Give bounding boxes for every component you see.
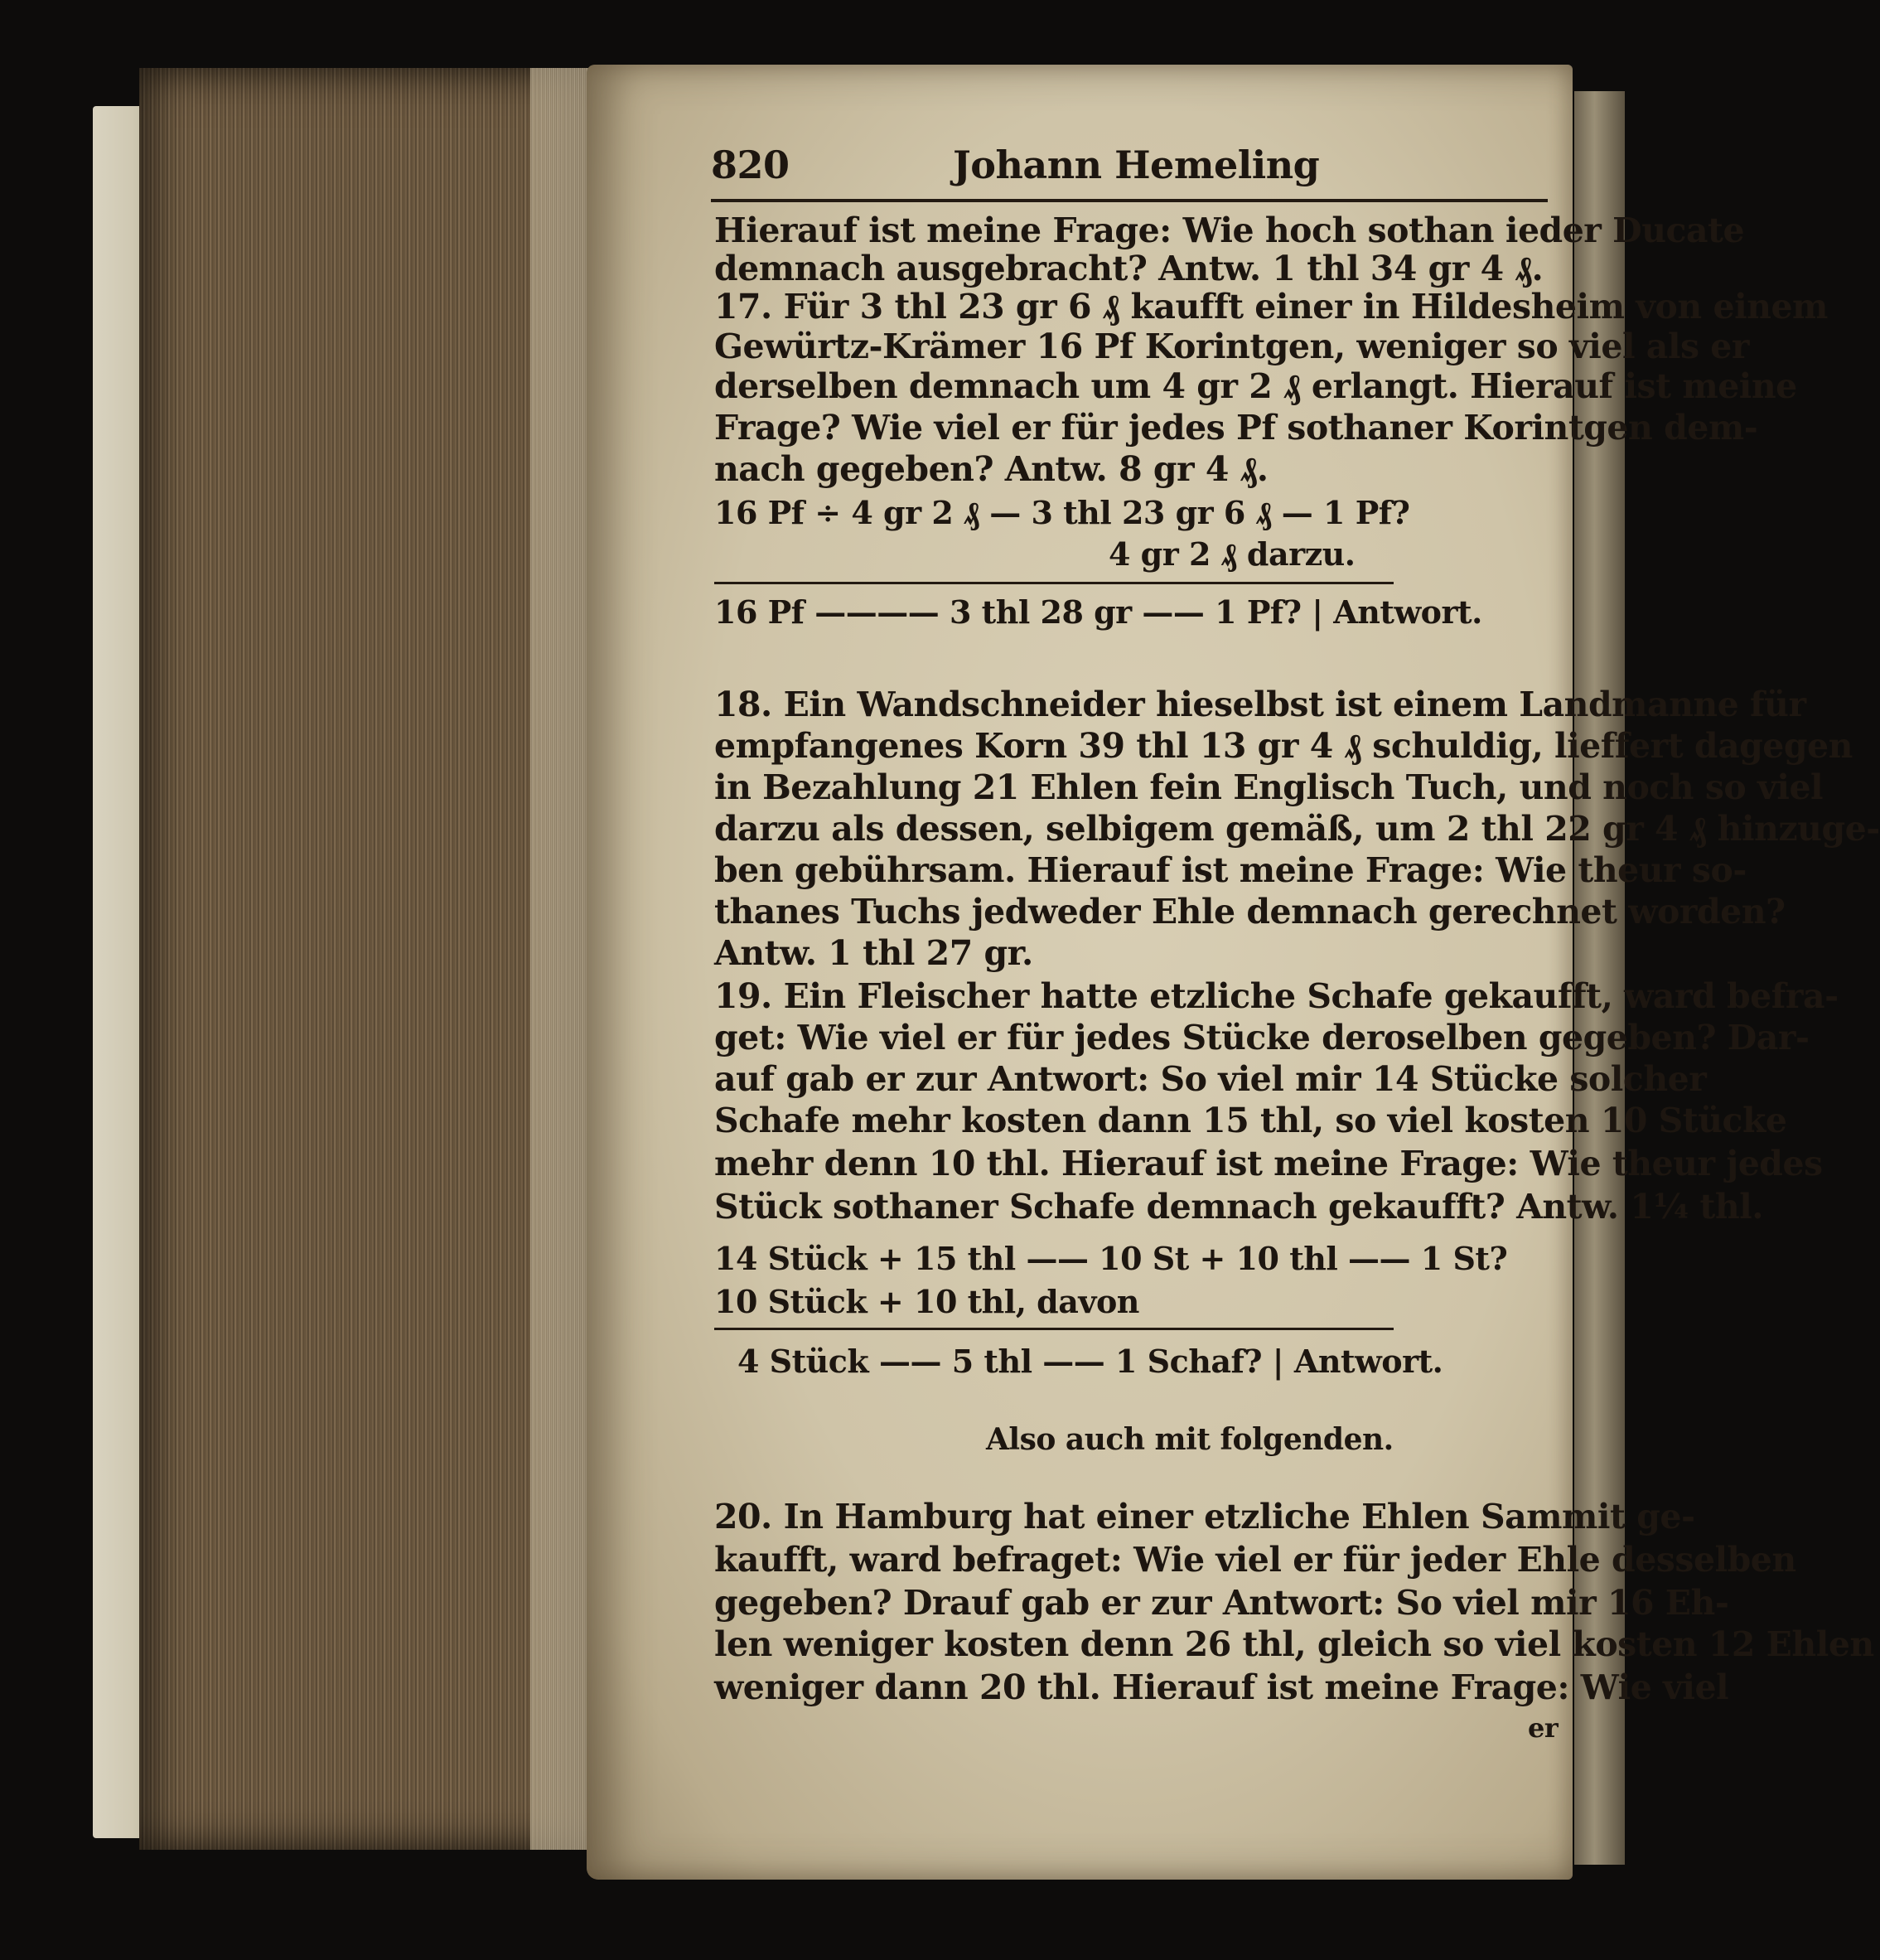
calculation-result: 4 Stück —— 5 thl —— 1 Schaf? | Antwort. <box>737 1343 1443 1380</box>
text-line: Schafe mehr kosten dann 15 thl, so viel kosten 10 Stücke <box>714 1101 1787 1140</box>
text-line: in Bezahlung 21 Ehlen fein Englisch Tuch, und noch so viel <box>714 767 1824 807</box>
text-line: empfangenes Korn 39 thl 13 gr 4 ₰ schuldig, lieffert dagegen <box>714 726 1853 766</box>
page-number: 820 <box>711 143 790 187</box>
calculation-line: 14 Stück + 15 thl —— 10 St + 10 thl —— 1 St? <box>714 1240 1508 1277</box>
text-line: demnach ausgebracht? Antw. 1 thl 34 gr 4 ₰. <box>714 249 1544 288</box>
text-line: 19. Ein Fleischer hatte etzliche Schafe gekaufft, ward befra- <box>714 976 1839 1016</box>
calculation-rule <box>714 1328 1394 1330</box>
calculation-line: 16 Pf ÷ 4 gr 2 ₰ — 3 thl 23 gr 6 ₰ — 1 Pf? <box>714 494 1410 531</box>
text-line: 20. In Hamburg hat einer etzliche Ehlen Sammit ge- <box>714 1497 1695 1537</box>
text-line: mehr denn 10 thl. Hierauf ist meine Frage: Wie theur jedes <box>714 1144 1823 1183</box>
text-line: 17. Für 3 thl 23 gr 6 ₰ kaufft einer in Hildesheim von einem <box>714 287 1828 327</box>
text-line: Frage? Wie viel er für jedes Pf sothaner Korintgen dem- <box>714 408 1758 448</box>
text-line: Stück sothaner Schafe demnach gekaufft? Antw. 1¼ thl. <box>714 1187 1764 1227</box>
calculation-rule <box>714 582 1394 584</box>
text-line: nach gegeben? Antw. 8 gr 4 ₰. <box>714 449 1269 489</box>
text-line: get: Wie viel er für jedes Stücke deroselben gegeben? Dar- <box>714 1018 1810 1057</box>
text-line: thanes Tuchs jedweder Ehle demnach gerechnet worden? <box>714 892 1786 932</box>
calculation-result: 16 Pf ———— 3 thl 28 gr —— 1 Pf? | Antwort. <box>714 593 1482 631</box>
text-line: Gewürtz-Krämer 16 Pf Korintgen, weniger so viel als er <box>714 327 1749 366</box>
text-line: 18. Ein Wandschneider hieselbst ist einem Landmanne für <box>714 685 1806 724</box>
text-line: darzu als dessen, selbigem gemäß, um 2 thl 22 gr 4 ₰ hinzuge- <box>714 809 1880 849</box>
text-line: auf gab er zur Antwort: So viel mir 14 Stücke solcher <box>714 1059 1707 1099</box>
running-title: Johann Hemeling <box>953 143 1320 187</box>
text-line: gegeben? Drauf gab er zur Antwort: So viel mir 16 Eh- <box>714 1583 1729 1623</box>
text-line: Hierauf ist meine Frage: Wie hoch sothan ieder Ducate <box>714 211 1745 250</box>
calculation-line: 10 Stück + 10 thl, davon <box>714 1283 1139 1320</box>
header-rule <box>711 199 1548 202</box>
text-line: derselben demnach um 4 gr 2 ₰ erlangt. Hierauf ist meine <box>714 366 1797 406</box>
catchword: er <box>1528 1712 1559 1744</box>
text-line: len weniger kosten denn 26 thl, gleich so viel kosten 12 Ehlen <box>714 1624 1874 1664</box>
text-line: kaufft, ward befraget: Wie viel er für jeder Ehle desselben <box>714 1540 1796 1580</box>
section-subheading: Also auch mit folgenden. <box>986 1422 1394 1457</box>
text-line: ben gebührsam. Hierauf ist meine Frage: Wie theur so- <box>714 850 1747 890</box>
calculation-line: 4 gr 2 ₰ darzu. <box>1109 535 1356 573</box>
text-line: weniger dann 20 thl. Hierauf ist meine Frage: Wie viel <box>714 1667 1729 1707</box>
text-line: Antw. 1 thl 27 gr. <box>714 933 1033 973</box>
